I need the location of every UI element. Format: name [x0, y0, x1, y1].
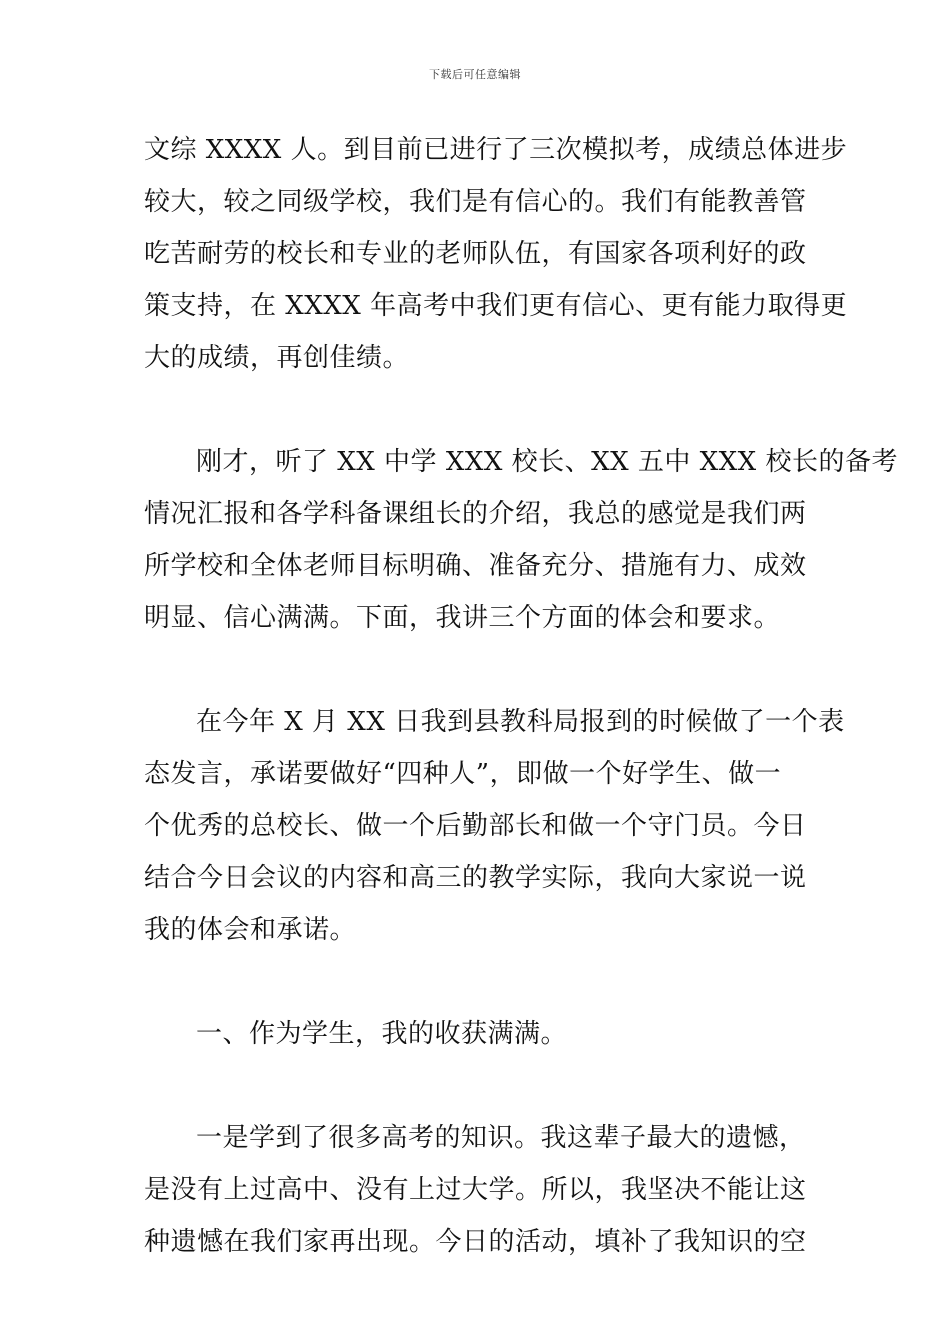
paragraph-line: 态发言，承诺要做好“四种人”，即做一个好学生、做一 — [144, 759, 782, 789]
paragraph-spacer — [144, 644, 806, 696]
paragraph-line: 是没有上过高中、没有上过大学。所以，我坚决不能让这 — [144, 1175, 807, 1205]
paragraph-spacer — [144, 1060, 806, 1112]
paragraph-line: 明显、信心满满。下面，我讲三个方面的体会和要求。 — [144, 603, 781, 633]
paragraph-line: 我的体会和承诺。 — [144, 915, 357, 945]
paragraph-line: 文综 XXXX 人。到目前已进行了三次模拟考，成绩总体进步 — [144, 135, 848, 165]
header-note: 下载后可任意编辑 — [429, 68, 521, 81]
paragraph-line: 刚才，听了 XX 中学 XXX 校长、XX 五中 XXX 校长的备考 — [196, 447, 898, 477]
paragraph-line: 较大，较之同级学校，我们是有信心的。我们有能教善管 — [144, 187, 807, 217]
section-heading — [144, 1008, 806, 1060]
paragraph-line: 结合今日会议的内容和高三的教学实际，我向大家说一说 — [144, 863, 807, 893]
section-heading-line: 一、作为学生，我的收获满满。 — [196, 1019, 568, 1049]
paragraph-3 — [144, 696, 845, 956]
paragraph-spacer — [144, 384, 806, 436]
paragraph-line: 种遗憾在我们家再出现。今日的活动，填补了我知识的空 — [144, 1227, 807, 1257]
paragraph-line: 大的成绩，再创佳绩。 — [144, 343, 410, 373]
paragraph-line: 策支持，在 XXXX 年高考中我们更有信心、更有能力取得更 — [144, 291, 848, 321]
paragraph-line: 在今年 X 月 XX 日我到县教科局报到的时候做了一个表 — [196, 707, 845, 737]
paragraph-line: 所学校和全体老师目标明确、准备充分、措施有力、成效 — [144, 551, 807, 581]
paragraph-2 — [144, 436, 898, 644]
paragraph-line: 吃苦耐劳的校长和专业的老师队伍，有国家各项利好的政 — [144, 239, 807, 269]
paragraph-line: 情况汇报和各学科备课组长的介绍，我总的感觉是我们两 — [144, 499, 807, 529]
paragraph-line: 一是学到了很多高考的知识。我这辈子最大的遗憾， — [196, 1123, 806, 1153]
document-body — [144, 124, 898, 1268]
paragraph-line: 个优秀的总校长、做一个后勤部长和做一个守门员。今日 — [144, 811, 807, 841]
paragraph-5 — [144, 1112, 806, 1268]
paragraph-spacer — [144, 956, 806, 1008]
paragraph-1 — [144, 124, 848, 384]
